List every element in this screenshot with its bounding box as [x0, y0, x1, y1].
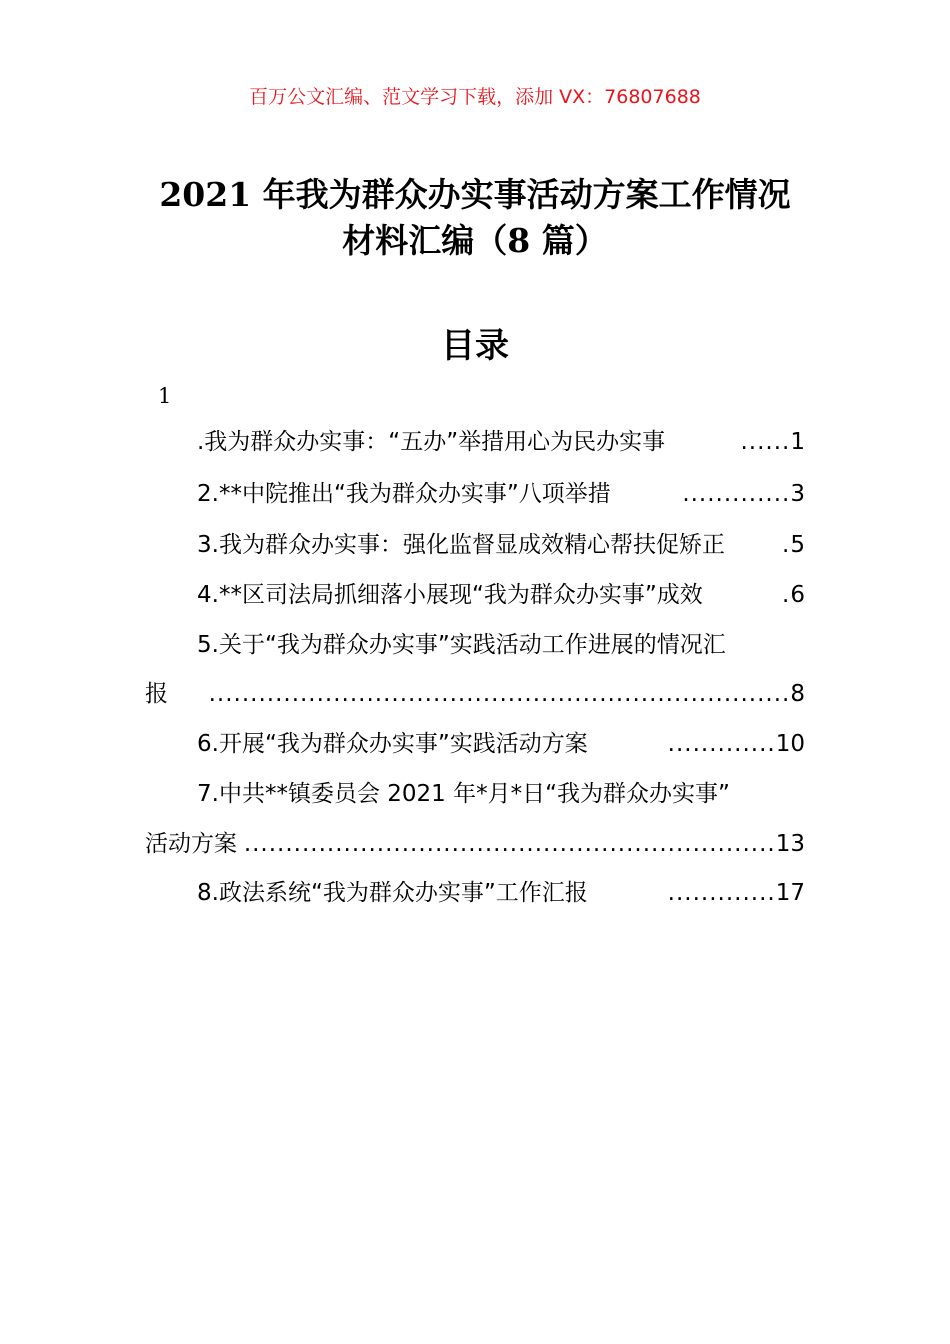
header-note: 百万公文汇编、范文学习下载，添加 VX：76807688	[249, 86, 701, 108]
toc-entry-text: 5.关于“我为群众办实事”实践活动工作进展的情况汇	[197, 632, 726, 658]
toc-heading: 目录	[441, 326, 509, 366]
toc-page-number: 13	[775, 831, 805, 857]
toc-leader-dots: .............	[667, 731, 776, 757]
toc-leader-dots: ......	[740, 429, 791, 455]
toc-entry-text: 2.**中院推出“我为群众办实事”八项举措	[197, 481, 611, 507]
toc-entry-6[interactable]	[145, 726, 805, 762]
toc-entry-2[interactable]	[145, 476, 805, 512]
title-line-1: 2021 年我为群众办实事活动方案工作情况	[159, 175, 791, 214]
toc-entry-8[interactable]	[145, 875, 805, 911]
toc-leader-dots: .............	[667, 880, 776, 906]
toc-page-number: 5	[790, 532, 805, 558]
toc-page-number: 3	[790, 481, 805, 507]
toc-entry-text: 6.开展“我为群众办实事”实践活动方案	[197, 731, 588, 757]
toc-entry-1[interactable]	[145, 424, 805, 460]
toc-entry-7-line-1[interactable]	[145, 776, 805, 812]
toc-entry-text: 4.**区司法局抓细落小展现“我为群众办实事”成效	[197, 582, 703, 608]
toc-entry-text: .我为群众办实事：“五办”举措用心为民办实事	[197, 429, 666, 455]
toc-entry-3[interactable]	[145, 527, 805, 563]
page-marker: 1	[158, 384, 172, 408]
toc-entry-7-line-2[interactable]	[145, 826, 805, 862]
toc-entry-5-line-1[interactable]	[145, 627, 805, 663]
toc-leader-dots: .	[782, 582, 791, 608]
toc-entry-text: 3.我为群众办实事：强化监督显成效精心帮扶促矫正	[197, 532, 725, 558]
toc-page-number: 1	[790, 429, 805, 455]
toc-leader-dots: .............	[682, 481, 791, 507]
toc-entry-text: 活动方案	[145, 831, 237, 857]
toc-page-number: 6	[790, 582, 805, 608]
toc-entry-text: 报	[145, 681, 168, 707]
toc-leader-dots: ................................................................	[243, 831, 776, 857]
document-title	[100, 172, 850, 264]
toc-entry-5-line-2[interactable]	[145, 676, 805, 712]
toc-page-number: 17	[775, 880, 805, 906]
toc-leader-dots: .	[782, 532, 791, 558]
toc-page-number: 10	[775, 731, 805, 757]
toc-page-number: 8	[790, 681, 805, 707]
toc-entry-text: 8.政法系统“我为群众办实事”工作汇报	[197, 880, 588, 906]
toc-entry-text: 7.中共**镇委员会 2021 年*月*日“我为群众办实事”	[197, 781, 730, 807]
toc-entry-4[interactable]	[145, 577, 805, 613]
title-line-2: 材料汇编（8 篇）	[342, 221, 608, 260]
toc-leader-dots: ......................................................................	[208, 681, 791, 707]
